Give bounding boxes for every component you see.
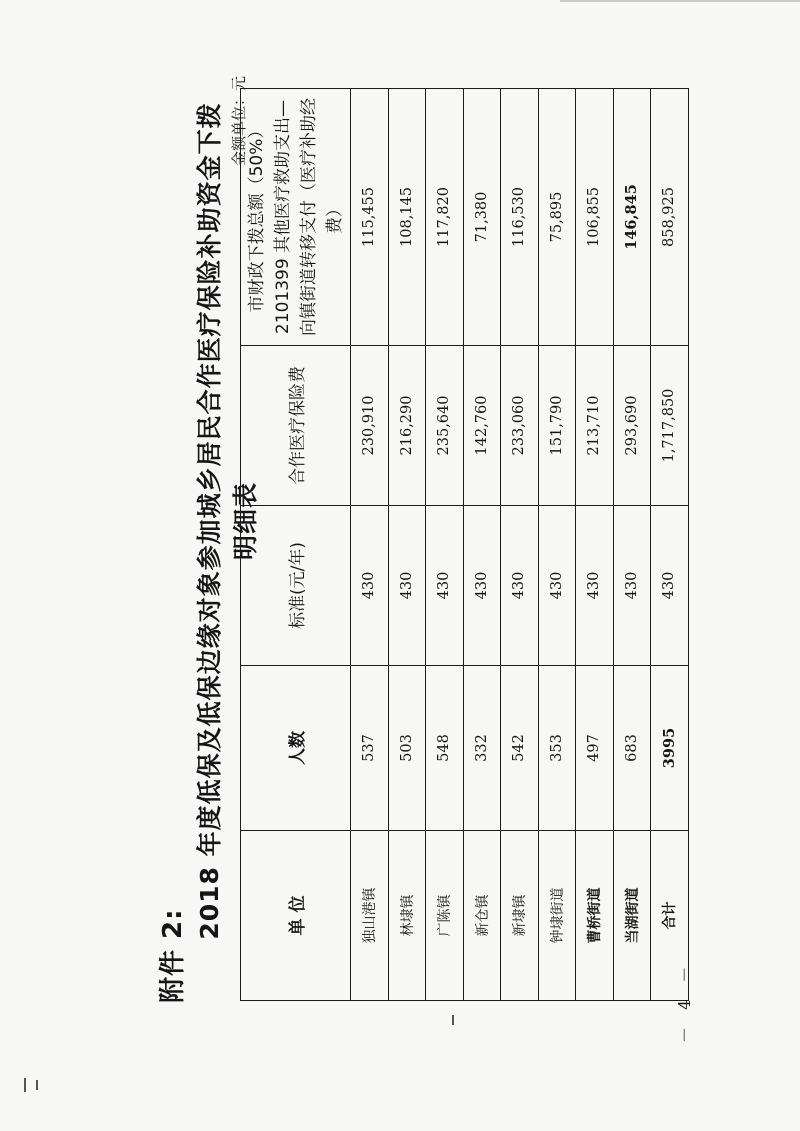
table-row xyxy=(613,89,651,1001)
cell-allocation: 116,530 xyxy=(501,89,539,346)
cell-people: 548 xyxy=(426,666,464,831)
cell-people: 683 xyxy=(613,666,651,831)
header-allocation-line1: 市财政下拨总额（50%） xyxy=(246,121,267,313)
cell-standard: 430 xyxy=(576,506,614,666)
annex-label: 附件 2: xyxy=(158,908,188,1003)
cell-people: 542 xyxy=(501,666,539,831)
table-row xyxy=(501,89,539,1001)
cell-premium: 293,690 xyxy=(613,346,651,506)
cell-standard: 430 xyxy=(351,506,389,666)
cell-allocation: 146,845 xyxy=(613,89,651,346)
cell-unit: 钟埭街道 xyxy=(538,831,576,1001)
table-row xyxy=(576,89,614,1001)
cell-total-premium: 1,717,850 xyxy=(651,346,689,506)
cell-unit: 新仓镇 xyxy=(463,831,501,1001)
scan-edge xyxy=(560,0,800,2)
table-row xyxy=(351,89,389,1001)
page-number: － 4 － xyxy=(675,960,694,1043)
cell-people: 353 xyxy=(538,666,576,831)
cell-unit: 林埭镇 xyxy=(388,831,426,1001)
cell-allocation: 117,820 xyxy=(426,89,464,346)
cell-people: 503 xyxy=(388,666,426,831)
cell-standard: 430 xyxy=(613,506,651,666)
cell-unit: 当湖街道 xyxy=(613,831,651,1001)
cell-standard: 430 xyxy=(388,506,426,666)
scan-artifact xyxy=(452,1015,454,1025)
header-allocation-line2: 2101399 其他医疗救助支出—向镇街道转移支付（医疗补助经费） xyxy=(272,98,345,336)
table-total-row xyxy=(651,89,689,1001)
header-premium: 合作医疗保险费 xyxy=(241,346,351,506)
cell-premium: 230,910 xyxy=(351,346,389,506)
header-people: 人数 xyxy=(241,666,351,831)
scan-artifact xyxy=(24,1078,26,1092)
cell-premium: 233,060 xyxy=(501,346,539,506)
cell-unit: 曹桥街道 xyxy=(576,831,614,1001)
cell-premium: 213,710 xyxy=(576,346,614,506)
cell-people: 332 xyxy=(463,666,501,831)
cell-allocation: 71,380 xyxy=(463,89,501,346)
header-unit: 单 位 xyxy=(241,831,351,1001)
header-allocation xyxy=(241,89,351,346)
unit-note: 金额单位：元 xyxy=(230,76,248,167)
cell-allocation: 108,145 xyxy=(388,89,426,346)
cell-total-standard: 430 xyxy=(651,506,689,666)
cell-people: 537 xyxy=(351,666,389,831)
cell-unit: 广陈镇 xyxy=(426,831,464,1001)
allocation-table xyxy=(240,88,689,1001)
cell-total-allocation: 858,925 xyxy=(651,89,689,346)
cell-total-people: 3995 xyxy=(651,666,689,831)
table-row xyxy=(538,89,576,1001)
document-title: 2018 年度低保及低保边缘对象参加城乡居民合作医疗保险补助资金下拨明细表 xyxy=(195,102,260,940)
cell-standard: 430 xyxy=(501,506,539,666)
cell-standard: 430 xyxy=(426,506,464,666)
table-header-row xyxy=(241,89,351,1001)
cell-standard: 430 xyxy=(538,506,576,666)
table-row xyxy=(426,89,464,1001)
cell-premium: 142,760 xyxy=(463,346,501,506)
table-row xyxy=(463,89,501,1001)
cell-unit: 新埭镇 xyxy=(501,831,539,1001)
table-row xyxy=(388,89,426,1001)
cell-premium: 216,290 xyxy=(388,346,426,506)
cell-premium: 235,640 xyxy=(426,346,464,506)
header-standard: 标准(元/年) xyxy=(241,506,351,666)
cell-premium: 151,790 xyxy=(538,346,576,506)
cell-allocation: 75,895 xyxy=(538,89,576,346)
cell-allocation: 115,455 xyxy=(351,89,389,346)
scan-artifact xyxy=(36,1080,38,1090)
cell-people: 497 xyxy=(576,666,614,831)
cell-total-label: 合计 xyxy=(651,831,689,1001)
cell-standard: 430 xyxy=(463,506,501,666)
cell-unit: 独山港镇 xyxy=(351,831,389,1001)
cell-allocation: 106,855 xyxy=(576,89,614,346)
